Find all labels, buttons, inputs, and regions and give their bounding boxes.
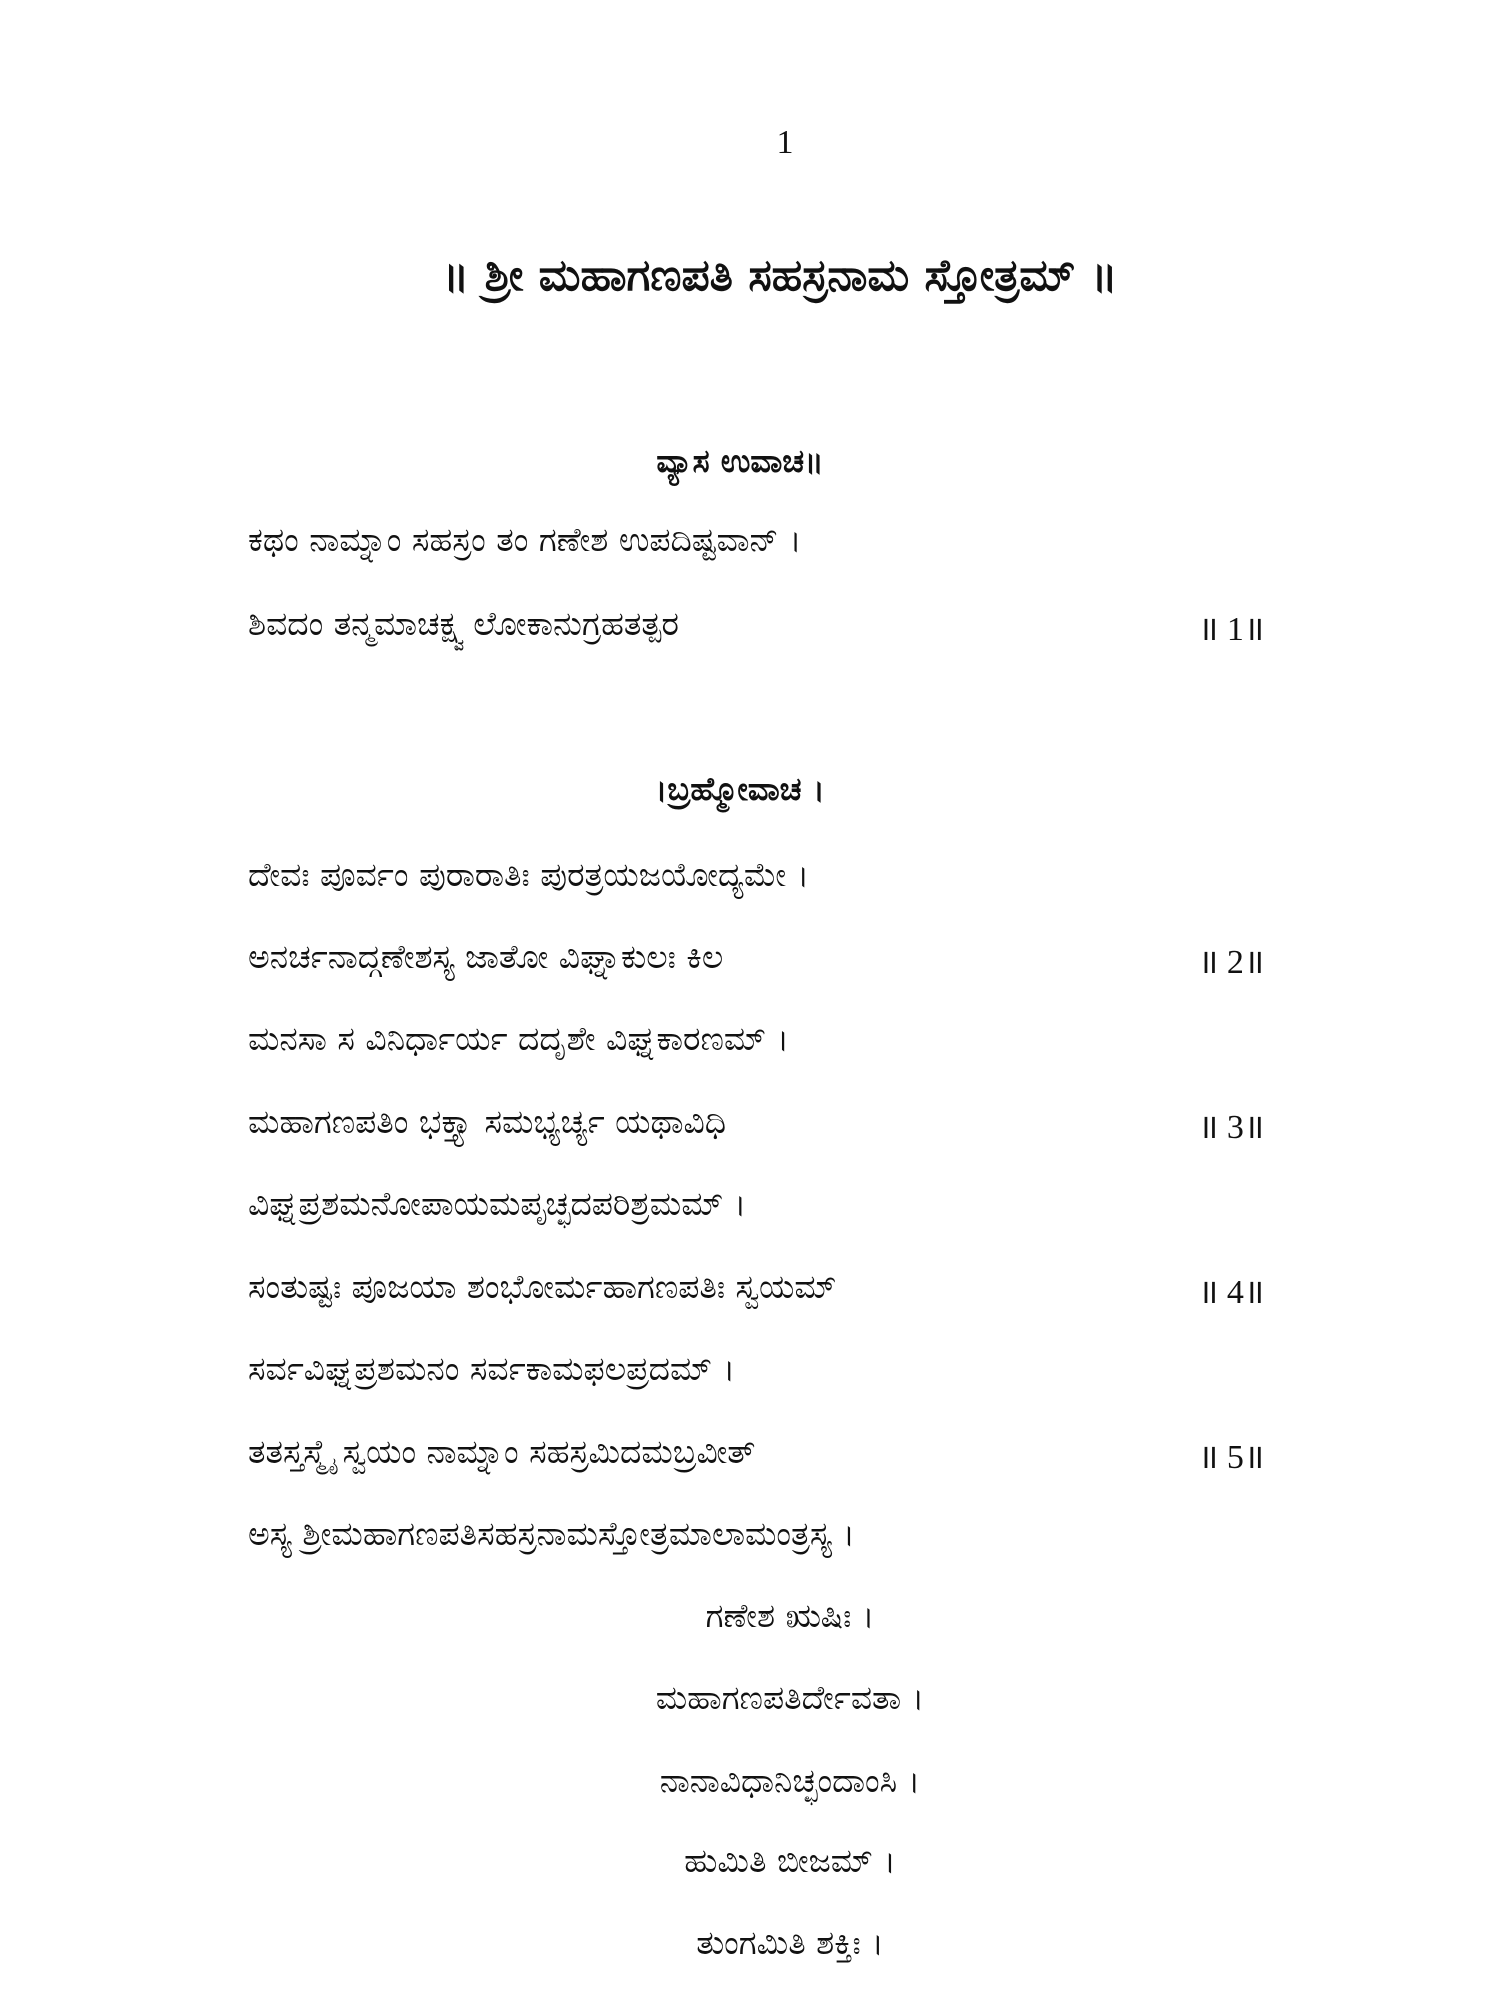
verse-line: ಸರ್ವವಿಘ್ನಪ್ರಶಮನಂ ಸರ್ವಕಾಮಫಲಪ್ರದಮ್ । — [248, 1349, 736, 1388]
centered-line: ನಾನಾವಿಧಾನಿಚ್ಛಂದಾಂಸಿ । — [659, 1761, 921, 1800]
centered-line: ತುಂಗಮಿತಿ ಶಕ್ತಿಃ । — [696, 1923, 884, 1962]
verse-line: ವಿಘ್ನಪ್ರಶಮನೋಪಾಯಮಪೃಚ್ಛದಪರಿಶ್ರಮಮ್ । — [248, 1184, 747, 1223]
verse-line: ಅಸ್ಯ ಶ್ರೀಮಹಾಗಣಪತಿಸಹಸ್ರನಾಮಸ್ತೋತ್ರಮಾಲಾಮಂತ್ರಸ್ಯ । — [248, 1514, 855, 1553]
verse-number: ॥ 5॥ — [1198, 1439, 1265, 1476]
centered-line: ಗಣೇಶ ಋಷಿಃ । — [705, 1596, 875, 1635]
verse-line: ಅನರ್ಚನಾದ್ಗಣೇಶಸ್ಯ ಜಾತೋ ವಿಘ್ನಾಕುಲಃ ಕಿಲ — [248, 937, 724, 976]
verse-line: ಮಹಾಗಣಪತಿಂ ಭಕ್ತ್ಯಾ ಸಮಭ್ಯರ್ಚ್ಯ ಯಥಾವಿಧಿ — [248, 1102, 727, 1141]
verse-line: ಕಥಂ ನಾಮ್ನಾಂ ಸಹಸ್ರಂ ತಂ ಗಣೇಶ ಉಪದಿಷ್ಟವಾನ್ । — [248, 520, 802, 559]
page-title: ॥ ಶ್ರೀ ಮಹಾಗಣಪತಿ ಸಹಸ್ರನಾಮ ಸ್ತೋತ್ರಮ್ ॥ — [442, 250, 1118, 301]
centered-line: ಮಹಾಗಣಪತಿರ್ದೇವತಾ । — [655, 1678, 925, 1717]
page-number: 1 — [776, 124, 794, 161]
verse-line: ಶಿವದಂ ತನ್ಮಮಾಚಕ್ಷ್ವ ಲೋಕಾನುಗ್ರಹತತ್ಪರ — [248, 604, 679, 643]
verse-line: ಸಂತುಷ್ಟಃ ಪೂಜಯಾ ಶಂಭೋರ್ಮಹಾಗಣಪತಿಃ ಸ್ವಯಮ್ — [248, 1267, 837, 1306]
centered-line: ಹುಮಿತಿ ಬೀಜಮ್ । — [684, 1841, 896, 1880]
verse-number: ॥ 4॥ — [1198, 1274, 1265, 1311]
verse-number: ॥ 1॥ — [1198, 611, 1265, 648]
verse-number: ॥ 3॥ — [1198, 1109, 1265, 1146]
verse-line: ದೇವಃ ಪೂರ್ವಂ ಪುರಾರಾತಿಃ ಪುರತ್ರಯಜಯೋದ್ಯಮೇ । — [248, 855, 810, 894]
section-heading-brahma: ।ಬ್ರಹ್ಮೋವಾಚ । — [655, 770, 825, 808]
section-heading-vyasa: ವ್ಯಾಸ ಉವಾಚ॥ — [656, 442, 824, 480]
verse-line: ತತಸ್ತಸ್ಮೈ ಸ್ವಯಂ ನಾಮ್ನಾಂ ಸಹಸ್ರಮಿದಮಬ್ರವೀತ್ — [248, 1432, 756, 1471]
verse-line: ಮನಸಾ ಸ ವಿನಿರ್ಧಾರ್ಯ ದದೃಶೇ ವಿಘ್ನಕಾರಣಮ್ । — [248, 1019, 790, 1058]
verse-number: ॥ 2॥ — [1198, 944, 1265, 981]
